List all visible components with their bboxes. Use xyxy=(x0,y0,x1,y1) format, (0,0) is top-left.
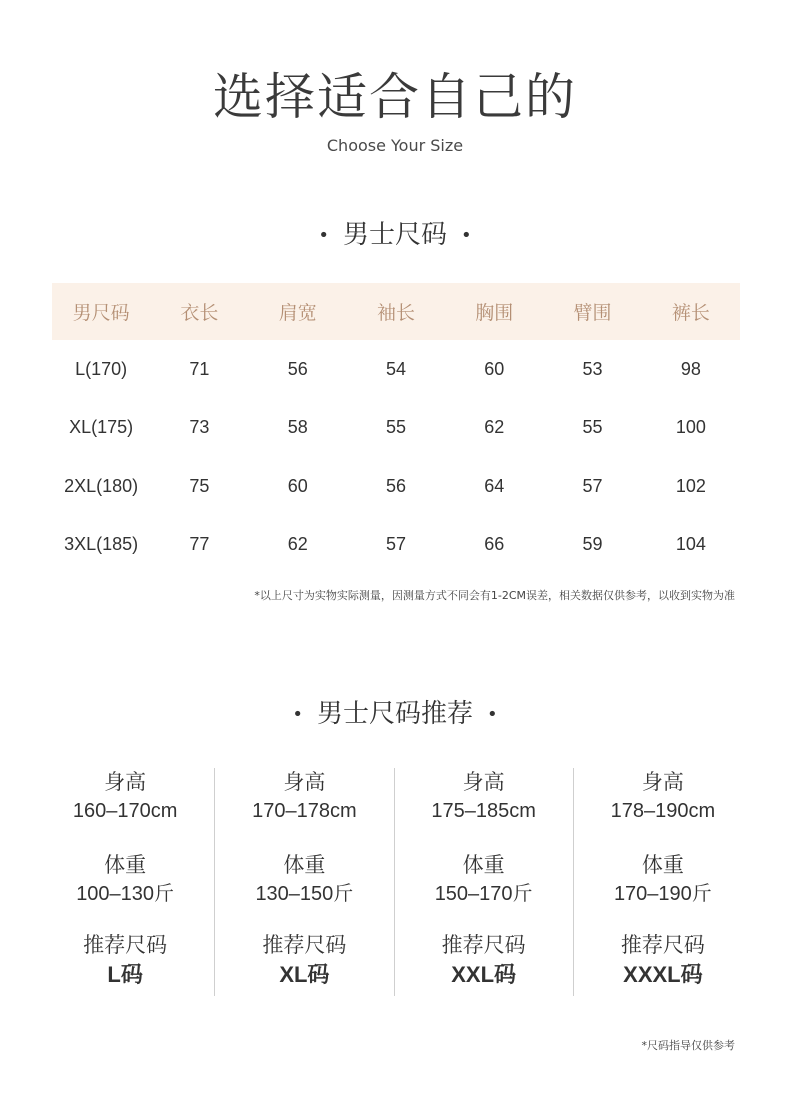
height-value: 178–190cm xyxy=(610,800,716,822)
table-row xyxy=(52,457,740,516)
table-cell: 104 xyxy=(675,534,706,555)
table-cell: 55 xyxy=(582,417,603,438)
size-section-title xyxy=(0,217,790,254)
table-cell: L(170) xyxy=(75,358,128,379)
table-header-row xyxy=(52,283,740,340)
size-label: 推荐尺码 xyxy=(441,933,526,957)
table-cell: 64 xyxy=(484,475,505,496)
height-value: 175–185cm xyxy=(431,800,536,822)
table-cell: 100 xyxy=(675,417,706,438)
recommend-column xyxy=(573,768,752,996)
column-header: 袖长 xyxy=(347,283,445,340)
table-cell: 56 xyxy=(287,358,308,379)
table-cell: 98 xyxy=(680,358,701,379)
column-header: 衣长 xyxy=(150,283,248,340)
column-header: 肩宽 xyxy=(249,283,347,340)
recommend-column xyxy=(36,768,214,996)
table-cell: 57 xyxy=(385,534,406,555)
recommend-section-title-text: 男士尺码推荐 xyxy=(316,699,473,729)
recommend-note: *尺码指导仅供参考 xyxy=(641,1039,735,1052)
size-value: L码 xyxy=(107,962,143,987)
table-cell: 62 xyxy=(287,534,308,555)
table-row xyxy=(52,340,740,399)
table-cell: 60 xyxy=(287,475,308,496)
table-cell: 60 xyxy=(484,358,505,379)
size-value: XXXL码 xyxy=(623,962,703,987)
table-cell: 2XL(180) xyxy=(64,475,139,496)
table-row xyxy=(52,399,740,458)
table-cell: 58 xyxy=(287,417,308,438)
table-cell: 66 xyxy=(484,534,505,555)
table-cell: 59 xyxy=(582,534,603,555)
weight-label: 体重 xyxy=(104,853,147,877)
column-header: 胸围 xyxy=(445,283,543,340)
table-cell: 3XL(185) xyxy=(64,534,139,555)
recommend-section-title xyxy=(0,696,790,733)
size-label: 推荐尺码 xyxy=(620,933,705,957)
table-cell: 56 xyxy=(385,475,406,496)
size-table xyxy=(52,283,740,574)
column-header: 裤长 xyxy=(642,283,740,340)
table-cell: XL(175) xyxy=(69,417,134,438)
table-cell: 73 xyxy=(189,417,210,438)
height-label: 身高 xyxy=(104,770,147,794)
table-cell: 102 xyxy=(675,475,706,496)
size-label: 推荐尺码 xyxy=(83,933,168,957)
size-table-note: *以上尺寸为实物实际测量，因测量方式不同会有1-2CM误差，相关数据仅供参考，以收到实物为准 xyxy=(254,589,735,602)
bullet-dot: • xyxy=(318,224,329,246)
weight-label: 体重 xyxy=(462,853,505,877)
height-value: 160–170cm xyxy=(72,800,178,822)
table-cell: 53 xyxy=(582,358,603,379)
column-header: 臂围 xyxy=(543,283,641,340)
page-subtitle: Choose Your Size xyxy=(326,136,464,155)
recommend-grid xyxy=(36,768,752,996)
weight-label: 体重 xyxy=(283,853,326,877)
size-label: 推荐尺码 xyxy=(262,933,347,957)
size-value: XL码 xyxy=(279,962,330,987)
table-cell: 54 xyxy=(385,358,406,379)
height-label: 身高 xyxy=(462,770,505,794)
height-label: 身高 xyxy=(641,770,684,794)
weight-value: 170–190斤 xyxy=(613,883,712,905)
weight-value: 150–170斤 xyxy=(434,883,533,905)
recommend-column xyxy=(394,768,573,996)
table-cell: 75 xyxy=(189,475,210,496)
weight-value: 130–150斤 xyxy=(255,883,354,905)
weight-value: 100–130斤 xyxy=(76,883,175,905)
table-cell: 71 xyxy=(189,358,210,379)
bullet-dot: • xyxy=(292,703,303,725)
height-value: 170–178cm xyxy=(252,800,357,822)
size-section-title-text: 男士尺码 xyxy=(342,220,447,250)
page-title: 选择适合自己的 xyxy=(213,68,577,126)
table-cell: 55 xyxy=(385,417,406,438)
bullet-dot: • xyxy=(461,224,472,246)
recommend-column xyxy=(214,768,393,996)
bullet-dot: • xyxy=(487,703,498,725)
column-header: 男尺码 xyxy=(52,283,150,340)
height-label: 身高 xyxy=(283,770,326,794)
table-cell: 62 xyxy=(484,417,505,438)
table-cell: 77 xyxy=(189,534,210,555)
table-row xyxy=(52,516,740,575)
table-cell: 57 xyxy=(582,475,603,496)
size-value: XXL码 xyxy=(451,962,517,987)
weight-label: 体重 xyxy=(641,853,684,877)
